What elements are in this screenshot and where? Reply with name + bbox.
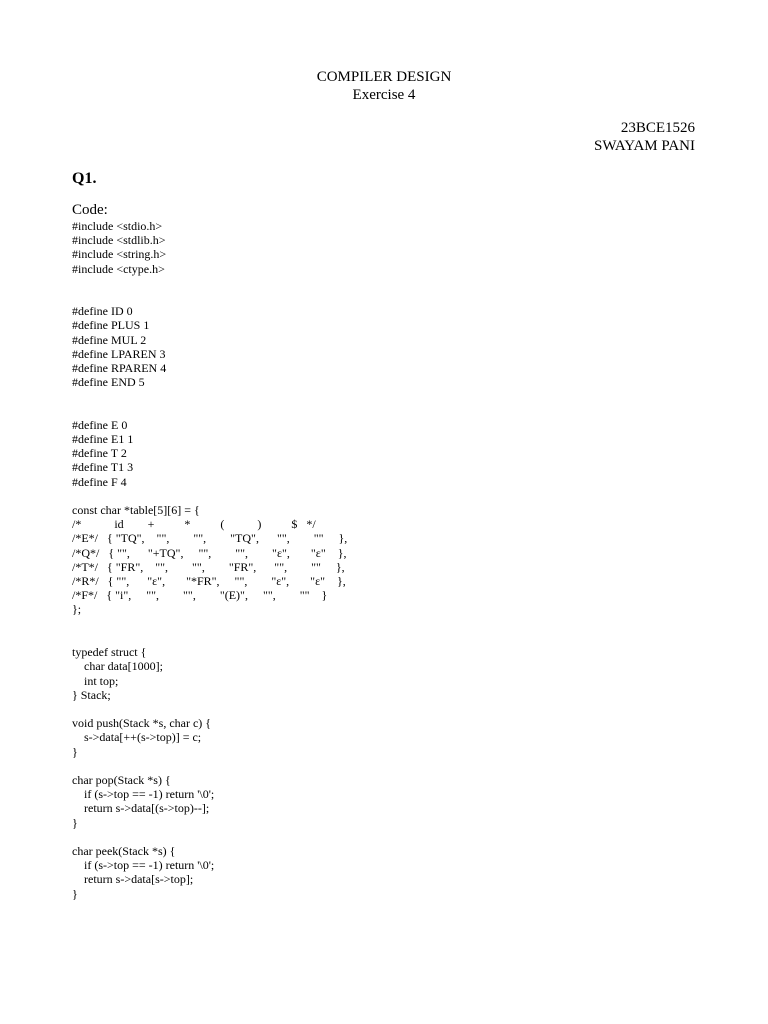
code-line: #define E 0 (72, 417, 128, 432)
code-line: return s->data[(s->top)--]; (72, 801, 210, 816)
code-line: void push(Stack *s, char c) { (72, 716, 212, 731)
question-label: Q1. (72, 170, 97, 187)
code-line (72, 759, 712, 773)
code-line: } (72, 744, 78, 759)
code-line: /*T*/ { "FR", "", "", "FR", "", "" }, (72, 559, 345, 574)
code-line: #define F 4 (72, 474, 127, 489)
code-line: s->data[++(s->top)] = c; (72, 730, 202, 745)
code-line: #define ID 0 (72, 304, 133, 319)
code-line: #define PLUS 1 (72, 318, 150, 333)
code-line: } Stack; (72, 687, 111, 702)
code-line: /*Q*/ { "", "+TQ", "", "", "ε", "ε" }, (72, 545, 347, 560)
code-line: #define T 2 (72, 446, 127, 461)
code-line (72, 702, 712, 716)
code-line (72, 276, 712, 290)
code-line (72, 404, 712, 418)
code-line: char data[1000]; (72, 659, 163, 674)
code-block (72, 219, 712, 901)
code-line (72, 389, 712, 403)
author-name: SWAYAM PANI (593, 138, 695, 154)
code-line: /* id + * ( ) $ */ (72, 517, 316, 532)
code-line: #define END 5 (72, 375, 145, 390)
code-line (72, 830, 712, 844)
code-line: #define T1 3 (72, 460, 134, 475)
code-line: #include <ctype.h> (72, 261, 165, 276)
course-title: COMPILER DESIGN (316, 69, 452, 85)
code-line: /*E*/ { "TQ", "", "", "TQ", "", "" }, (72, 531, 348, 546)
code-line (72, 290, 712, 304)
code-line: if (s->top == -1) return '\0'; (72, 787, 215, 802)
code-line: /*R*/ { "", "ε", "*FR", "", "ε", "ε" }, (72, 574, 346, 589)
code-line: char pop(Stack *s) { (72, 772, 171, 787)
code-line: #define LPAREN 3 (72, 346, 166, 361)
code-line: /*F*/ { "i", "", "", "(E)", "", "" } (72, 588, 328, 603)
code-label: Code: (72, 202, 108, 218)
code-line (72, 617, 712, 631)
author-block (594, 119, 695, 155)
code-line: int top; (72, 673, 119, 688)
code-line: #define RPAREN 4 (72, 361, 167, 376)
code-line: return s->data[s->top]; (72, 872, 194, 887)
code-line (72, 631, 712, 645)
author-id: 23BCE1526 (620, 120, 695, 136)
code-line: }; (72, 602, 82, 617)
code-line: #define E1 1 (72, 432, 134, 447)
code-line: if (s->top == -1) return '\0'; (72, 858, 215, 873)
code-line: } (72, 815, 78, 830)
exercise-title: Exercise 4 (352, 87, 416, 103)
title-block (0, 68, 768, 104)
code-line: #include <string.h> (72, 247, 167, 262)
code-line: } (72, 886, 78, 901)
code-line: const char *table[5][6] = { (72, 503, 200, 518)
code-line: typedef struct { (72, 645, 147, 660)
code-line (72, 489, 712, 503)
code-line: char peek(Stack *s) { (72, 843, 176, 858)
code-line: #include <stdlib.h> (72, 233, 166, 248)
code-line: #include <stdio.h> (72, 219, 163, 233)
code-line: #define MUL 2 (72, 332, 147, 347)
